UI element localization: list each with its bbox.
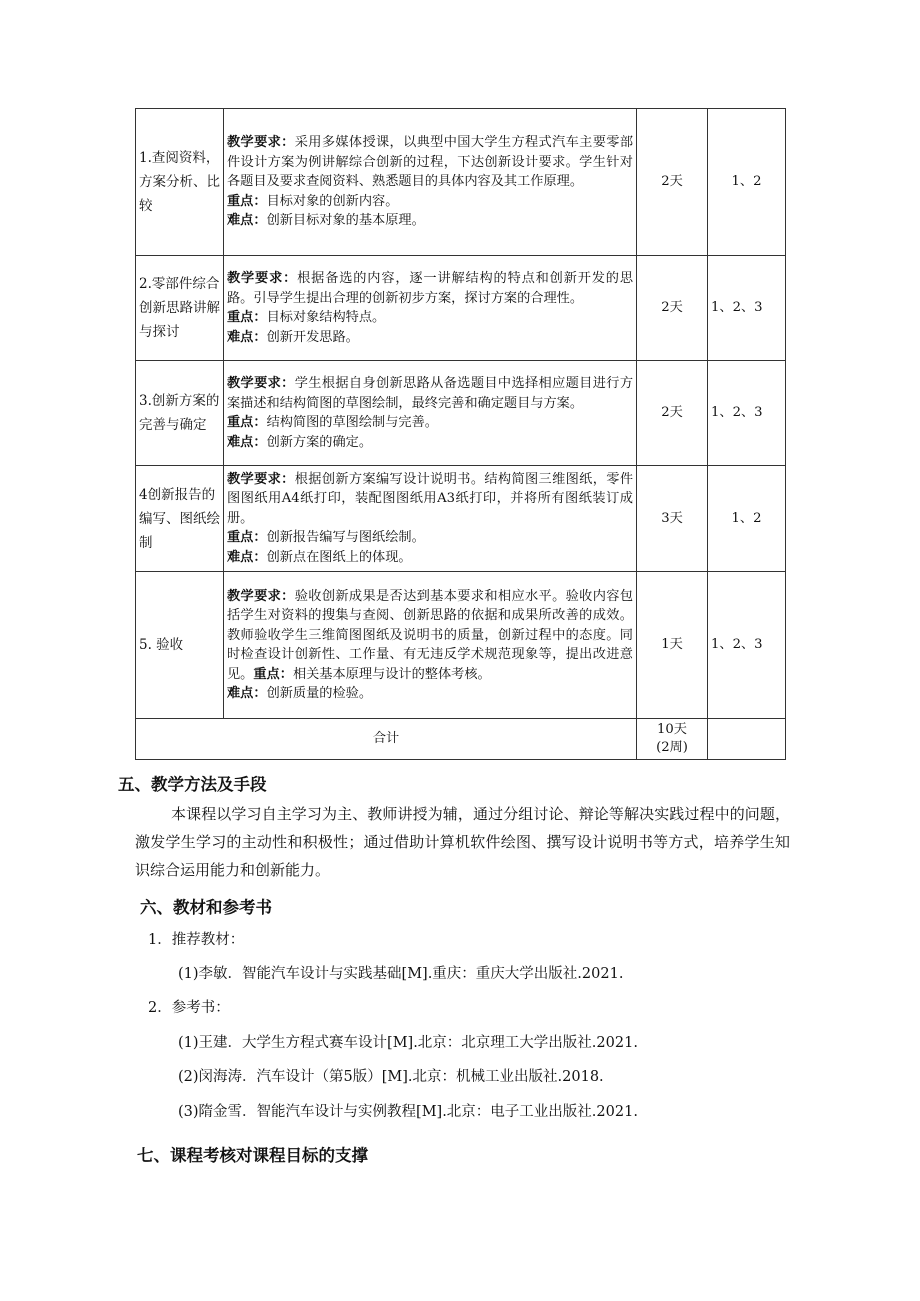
difficulty-label: 难点： [227,434,267,450]
textbook-label: 1．推荐教材： [148,932,245,948]
topic-cell: 4创新报告的编写、图纸绘制 [136,466,224,572]
reference-item: (2)闵海涛．汽车设计（第5版）[M].北京：机械工业出版社.2018. [178,1069,604,1085]
goals-cell: 1、2 [708,466,786,572]
key-point-label: 重点： [227,193,267,209]
table-row [136,256,786,361]
description-cell [224,572,637,719]
total-days-cell [637,719,708,760]
days-cell: 3天 [637,466,708,572]
textbook-item: (1)李敏．智能汽车设计与实践基础[M].重庆：重庆大学出版社.2021. [178,966,624,982]
requirement-text: 验收创新成果是否达到基本要求和相应水平。验收内容包括学生对资料的搜集与查阅、创新思路的依据和成果所改善的成效。教师验收学生三维简图图纸及说明书的质量，创新过程中的态度。同时检查设计创新性、工作量、有无违反学术规范现象等，提出改进意见。 [227,588,634,682]
key-point-text: 目标对象的创新内容。 [266,193,399,209]
description-cell [224,361,637,466]
difficulty-label: 难点： [227,213,267,229]
table-row [136,466,786,572]
topic-cell: 3.创新方案的完善与确定 [136,361,224,466]
goals-cell: 1、2、3 [708,256,786,361]
requirement-text: 根据备选的内容，逐一讲解结构的特点和创新开发的思路。引导学生提出合理的创新初步方案，探讨方案的合理性。 [227,271,634,306]
description-cell [224,466,637,572]
description-cell [224,256,637,361]
teaching-plan-table [135,108,786,760]
requirement-label: 教学要求： [227,588,295,604]
reference-label: 2．参考书： [148,1000,230,1016]
total-days: 10天 [657,722,687,737]
section-5-heading: 五、教学方法及手段 [118,775,267,794]
difficulty-text: 创新质量的检验。 [266,686,373,701]
section-7-heading: 七、课程考核对课程目标的支撑 [137,1146,368,1165]
table-row [136,572,786,719]
topic-cell: 2.零部件综合创新思路讲解与探讨 [136,256,224,361]
goals-cell: 1、2 [708,109,786,256]
reference-item: (1)王建．大学生方程式赛车设计[M].北京：北京理工大学出版社.2021. [178,1035,638,1051]
table-row [136,109,786,256]
key-point-label: 重点： [227,415,267,430]
requirement-text: 根据创新方案编写设计说明书。结构简图三维图纸，零件图图纸用A4纸打印，装配图图纸用A3纸打印，并将所有图纸装订成册。 [227,471,634,526]
difficulty-text: 创新点在图纸上的体现。 [266,549,412,565]
days-cell: 1天 [637,572,708,719]
reference-item: (3)隋金雪．智能汽车设计与实例教程[M].北京：电子工业出版社.2021. [178,1104,638,1120]
key-point-text: 创新报告编写与图纸绘制。 [266,530,425,546]
key-point-label: 重点： [227,310,267,325]
goals-cell: 1、2、3 [708,572,786,719]
key-point-label: 重点： [253,666,293,682]
requirement-label: 教学要求： [227,376,295,391]
key-point-text: 结构简图的草图绘制与完善。 [266,415,438,430]
goals-cell: 1、2、3 [708,361,786,466]
difficulty-text: 创新开发思路。 [266,329,359,345]
difficulty-label: 难点： [227,329,267,345]
days-cell: 2天 [637,109,708,256]
days-cell: 2天 [637,361,708,466]
difficulty-text: 创新方案的确定。 [266,434,373,450]
total-goals-cell [708,719,786,760]
difficulty-label: 难点： [227,686,267,701]
requirement-label: 教学要求： [227,471,295,487]
section-5-body: 本课程以学习自主学习为主、教师讲授为辅，通过分组讨论、辩论等解决实践过程中的问题，激发学生学习的主动性和积极性；通过借助计算机软件绘图、撰写设计说明书等方式，培养学生知识综合运用能力和创新能力。 [135,805,790,879]
difficulty-text: 创新目标对象的基本原理。 [266,213,425,229]
total-weeks: (2周) [656,740,688,755]
key-point-text: 目标对象结构特点。 [266,310,386,325]
description-cell [224,109,637,256]
key-point-text: 相关基本原理与设计的整体考核。 [292,666,491,682]
difficulty-label: 难点： [227,549,267,565]
total-row [136,719,786,760]
days-cell: 2天 [637,256,708,361]
topic-cell: 5. 验收 [136,572,224,719]
table-row [136,361,786,466]
total-label: 合计 [136,719,637,760]
requirement-label: 教学要求： [227,271,298,286]
requirement-label: 教学要求： [227,135,295,151]
requirement-text: 采用多媒体授课，以典型中国大学生方程式汽车主要零部件设计方案为例讲解综合创新的过程，下达创新设计要求。学生针对各题目及要求查阅资料、熟悉题目的具体内容及其工作原理。 [227,135,634,190]
topic-cell: 1.查阅资料，方案分析、比较 [136,109,224,256]
requirement-text: 学生根据自身创新思路从备选题目中选择相应题目进行方案描述和结构简图的草图绘制，最终完善和确定题目与方案。 [227,376,634,411]
key-point-label: 重点： [227,530,267,546]
section-6-heading: 六、教材和参考书 [140,898,272,917]
